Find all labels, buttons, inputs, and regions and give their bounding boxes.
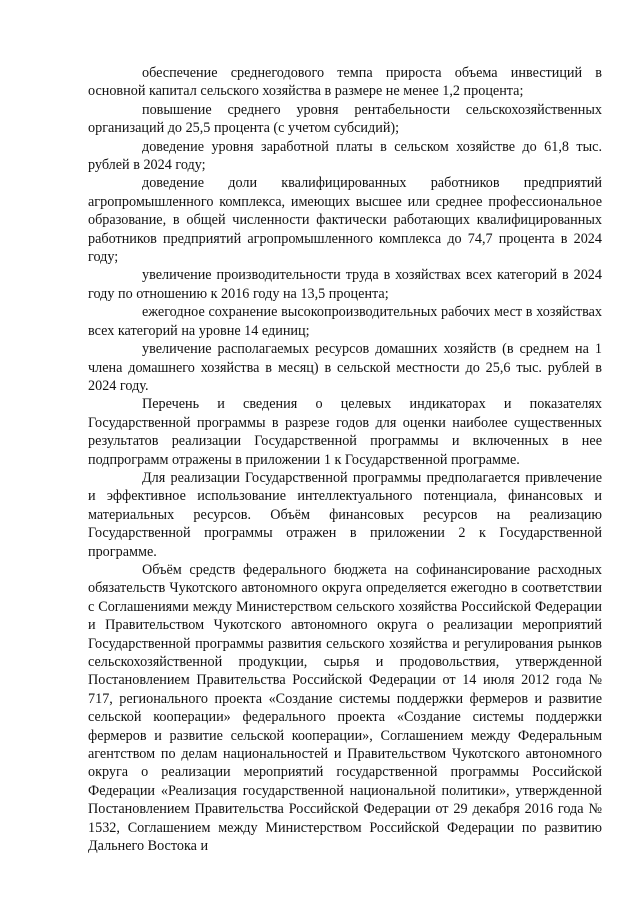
paragraph-labor-productivity: увеличение производительности труда в хозяйствах всех категорий в 2024 году по отношению к 2016 году на 13,5 процента;: [88, 267, 602, 302]
document-page: [88, 64, 602, 855]
paragraph-wages: доведение уровня заработной платы в сельском хозяйстве до 61,8 тыс. рублей в 2024 году;: [88, 138, 602, 174]
paragraph-program-resources: Для реализации Государственной программы предполагается привлечение и эффективное использование интеллектуального потенциала, финансовых и материальных ресурсов. Объём финансовых ресурсов на реализацию Государственной программы отражен в приложении 2 к Государственной программе.: [88, 469, 602, 560]
paragraph-profitability: повышение среднего уровня рентабельности сельскохозяйственных организаций до 25,5 процента (с учетом субсидий);: [88, 101, 602, 137]
paragraph-high-productivity-jobs: ежегодное сохранение высокопроизводительных рабочих мест в хозяйствах всех категорий на уровне 14 единиц;: [88, 304, 602, 339]
paragraph-qualified-workers: доведение доли квалифицированных работников предприятий агропромышленного комплекса, имеющих высшее или среднее профессиональное образование, в общей численности фактически работающих квалифицированных работников предприятий агропромышленного комплекса до 74,7 процента в 2024 году;: [88, 175, 602, 266]
paragraph-federal-budget: Объём средств федерального бюджета на софинансирование расходных обязательств Чукотского автономного округа определяется ежегодно в соответствии с Соглашениями между Министерством сельского хозяйства Российской Федерации и Правительством Чукотского автономного округа о реализации мероприятий Государственной программы развития сельского хозяйства и регулирования рынков сельскохозяйственной продукции, сырья и продовольствия, утвержденной Постановлением Правительства Российской Федерации от 14 июля 2012 года № 717, регионального проекта «Создание системы поддержки фермеров и развитие сельской кооперации» федерального проекта «Создание системы поддержки фермеров и развитие сельской кооперации», Соглашением между Федеральным агентством по делам национальностей и Правительством Чукотского автономного округа о реализации мероприятий государственной программы Российской Федерации «Реализация государственной национальной политики», утвержденной Постановлением Правительства Российской Федерации от 29 декабря 2016 года № 1532, Соглашением между Министерством Российской Федерации по развитию Дальнего Востока и: [88, 561, 602, 855]
paragraph-household-resources: увеличение располагаемых ресурсов домашних хозяйств (в среднем на 1 члена домашнего хозяйства в месяц) в сельской местности до 25,6 тыс. рублей в 2024 году.: [88, 341, 602, 394]
paragraph-investment-growth: обеспечение среднегодового темпа прироста объема инвестиций в основной капитал сельского хозяйства в размере не менее 1,2 процента;: [88, 65, 602, 100]
paragraph-indicators-list: Перечень и сведения о целевых индикаторах и показателях Государственной программы в разрезе годов для оценки наиболее существенных результатов реализации Государственной программы и включенных в нее подпрограмм отражены в приложении 1 к Государственной программе.: [88, 396, 602, 468]
